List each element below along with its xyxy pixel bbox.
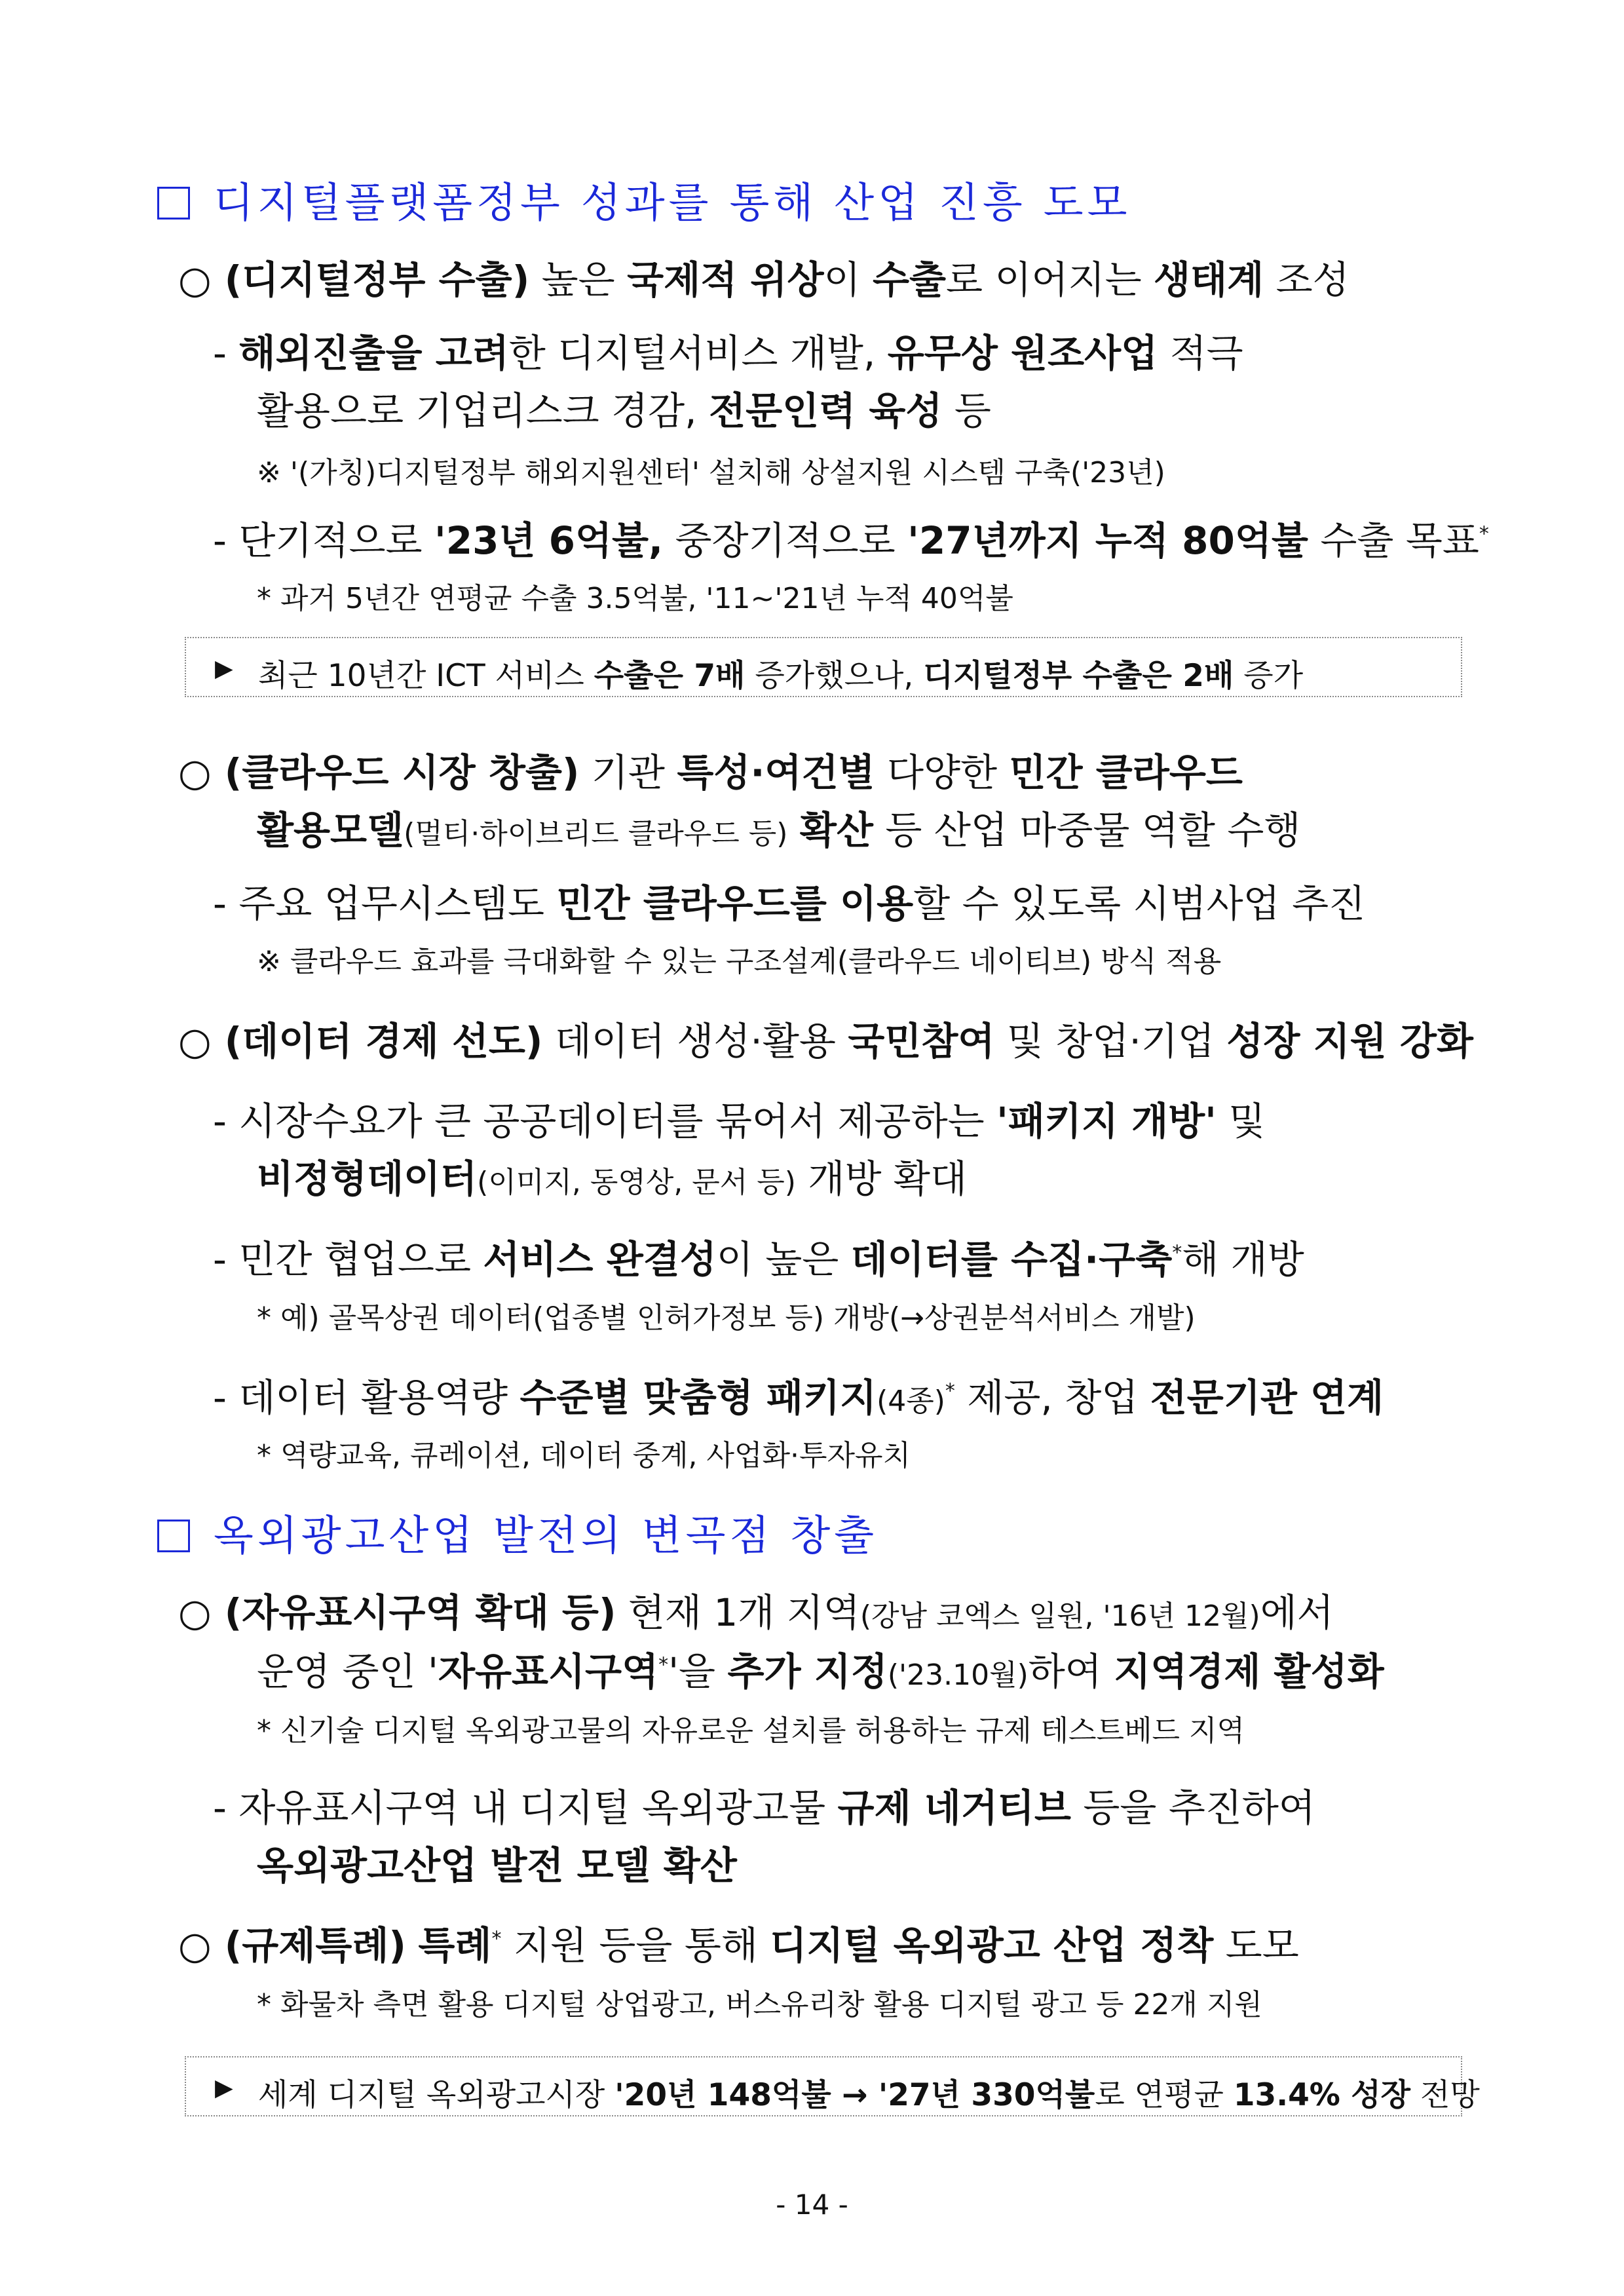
dash-item-negative-regulation-cont: 옥외광고산업 발전 모델 확산 xyxy=(257,1843,737,1888)
bullet-cloud-market: ○ (클라우드 시장 창출) 기관 특성·여건별 다양한 민간 클라우드 xyxy=(178,750,1243,795)
section-title-outdoor-ads: 옥외광고산업 발전의 변곡점 창출 xyxy=(157,1515,878,1556)
note-truck-bus-ads: * 화물차 측면 활용 디지털 상업광고, 버스유리창 활용 디지털 광고 등 22개 지원 xyxy=(257,1988,1262,2021)
highlight-box-outdoor-market: ▶ 세계 디지털 옥외광고시장 '20년 148억불 → '27년 330억불로 연평균 13.4% 성장 전망 xyxy=(185,2056,1462,2116)
dash-item-export-target: - 단기적으로 '23년 6억불, 중장기적으로 '27년까지 누적 80억불 수출 목표* xyxy=(213,518,1489,563)
highlight-box-ict-export: ▶ 최근 10년간 ICT 서비스 수출은 7배 증가했으나, 디지털정부 수출은 2배 증가 xyxy=(185,637,1462,697)
triangle-right-icon: ▶ xyxy=(215,655,233,682)
dash-item-custom-package: - 데이터 활용역량 수준별 맞춤형 패키지(4종)* 제공, 창업 전문기관 연계 xyxy=(213,1375,1384,1420)
section-title-digital-platform: 디지털플랫폼정부 성과를 통해 산업 진흥 도모 xyxy=(157,182,1131,223)
checkbox-square-icon xyxy=(157,187,190,220)
bullet-digital-gov-export: ○ (디지털정부 수출) 높은 국제적 위상이 수출로 이어지는 생태계 조성 xyxy=(178,258,1350,302)
dash-item-cloud-pilot: - 주요 업무시스템도 민간 클라우드를 이용할 수 있도록 시범사업 추진 xyxy=(213,881,1366,926)
note-support-center: ※ '(가칭)디지털정부 해외지원센터' 설치해 상설지원 시스템 구축('23년) xyxy=(257,456,1165,489)
note-cloud-native: ※ 클라우드 효과를 극대화할 수 있는 구조설계(클라우드 네이티브) 방식 적용 xyxy=(257,945,1222,978)
dash-item-package-open: - 시장수요가 큰 공공데이터를 묶어서 제공하는 '패키지 개방' 및 xyxy=(213,1099,1266,1143)
dash-item-package-open-cont: 비정형데이터(이미지, 동영상, 문서 등) 개방 확대 xyxy=(257,1157,967,1201)
note-regulation-testbed: * 신기술 디지털 옥외광고물의 자유로운 설치를 허용하는 규제 테스트베드 지역 xyxy=(257,1714,1245,1748)
bullet-cloud-market-cont: 활용모델(멀티·하이브리드 클라우드 등) 확산 등 산업 마중물 역할 수행 xyxy=(257,808,1301,852)
bullet-free-display-zone-cont: 운영 중인 '자유표시구역*'을 추가 지정('23.10월)하여 지역경제 활성화 xyxy=(257,1649,1384,1694)
note-capability-education: * 역량교육, 큐레이션, 데이터 중계, 사업화·투자유치 xyxy=(257,1439,911,1472)
note-export-history: * 과거 5년간 연평균 수출 3.5억불, '11~'21년 누적 40억불 xyxy=(257,582,1013,615)
note-commercial-data: * 예) 골목상권 데이터(업종별 인허가정보 등) 개방(→상권분석서비스 개발) xyxy=(257,1301,1196,1335)
dash-item-overseas-cont: 활용으로 기업리스크 경감, 전문인력 육성 등 xyxy=(257,389,991,433)
triangle-right-icon: ▶ xyxy=(215,2075,233,2101)
dash-item-negative-regulation: - 자유표시구역 내 디지털 옥외광고물 규제 네거티브 등을 추진하여 xyxy=(213,1786,1315,1830)
bullet-data-economy: ○ (데이터 경제 선도) 데이터 생성·활용 국민참여 및 창업·기업 성장 지원 강화 xyxy=(178,1019,1473,1063)
checkbox-square-icon xyxy=(157,1520,190,1552)
dash-item-overseas: - 해외진출을 고려한 디지털서비스 개발, 유무상 원조사업 적극 xyxy=(213,331,1243,375)
bullet-free-display-zone: ○ (자유표시구역 확대 등) 현재 1개 지역(강남 코엑스 일원, '16년 12월)에서 xyxy=(178,1590,1334,1635)
dash-item-data-collect: - 민간 협업으로 서비스 완결성이 높은 데이터를 수집·구축*해 개방 xyxy=(213,1237,1304,1282)
page-number: - 14 - xyxy=(776,2189,848,2221)
bullet-regulatory-exception: ○ (규제특례) 특례* 지원 등을 통해 디지털 옥외광고 산업 정착 도모 xyxy=(178,1923,1299,1968)
